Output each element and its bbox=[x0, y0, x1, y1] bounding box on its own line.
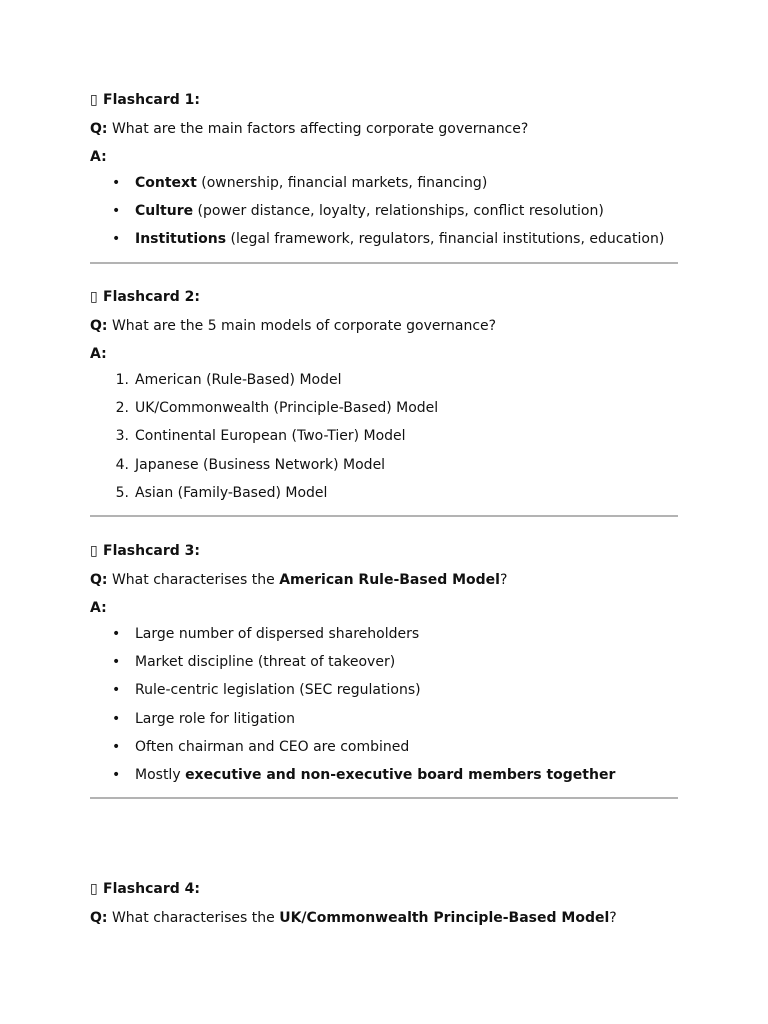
question-end: ? bbox=[499, 572, 508, 588]
bullet-icon: • bbox=[112, 738, 121, 755]
question-text: What are the 5 main models of corporate governance? bbox=[111, 318, 497, 334]
item-text: Large role for litigation bbox=[135, 710, 295, 727]
list-item bbox=[90, 652, 678, 672]
flashcard-title-text: Flashcard 2: bbox=[103, 289, 200, 305]
bullet-icon: • bbox=[112, 231, 121, 248]
flashcard-title bbox=[90, 878, 678, 900]
card-icon: ▯ bbox=[90, 881, 98, 897]
item-text: Japanese (Business Network) Model bbox=[135, 456, 386, 473]
list-item bbox=[90, 229, 678, 249]
list-item bbox=[90, 398, 678, 418]
card-icon: ▯ bbox=[90, 92, 98, 108]
list-item bbox=[90, 483, 678, 503]
item-term: Context bbox=[135, 175, 197, 191]
list-item bbox=[90, 426, 678, 446]
item-text: Market discipline (threat of takeover) bbox=[135, 654, 396, 671]
question-text: What are the main factors affecting corporate governance? bbox=[111, 121, 529, 137]
item-number: 2. bbox=[115, 400, 129, 417]
question bbox=[90, 570, 678, 590]
flashcard-2 bbox=[90, 286, 678, 511]
flashcard-4 bbox=[90, 878, 678, 928]
flashcard-title bbox=[90, 89, 678, 111]
item-text: Large number of dispersed shareholders bbox=[135, 626, 420, 642]
answer-label bbox=[90, 344, 678, 364]
item-text: Continental European (Two-Tier) Model bbox=[135, 428, 406, 445]
divider bbox=[90, 515, 678, 517]
bullet-icon: • bbox=[112, 766, 121, 783]
divider bbox=[90, 262, 678, 264]
list-item bbox=[90, 680, 678, 700]
answer-label-text: A: bbox=[90, 600, 107, 616]
question-text: What characterises the bbox=[111, 910, 280, 926]
card-icon: ▯ bbox=[90, 543, 98, 559]
item-term: Culture bbox=[135, 203, 194, 220]
list-item bbox=[90, 737, 678, 757]
item-text: Often chairman and CEO are combined bbox=[135, 738, 410, 755]
item-term: Institutions bbox=[135, 231, 227, 248]
question-label: Q: bbox=[90, 318, 108, 334]
bullet-icon: • bbox=[112, 626, 121, 642]
question-end: ? bbox=[609, 910, 617, 926]
item-emphasis: executive and non-executive board members together bbox=[185, 766, 616, 783]
question bbox=[90, 119, 678, 139]
bullet-icon: • bbox=[112, 710, 121, 727]
answer-label-text: A: bbox=[90, 346, 107, 362]
question bbox=[90, 316, 678, 336]
question bbox=[90, 908, 678, 928]
divider bbox=[90, 797, 678, 799]
flashcard-3 bbox=[90, 540, 678, 793]
card-icon: ▯ bbox=[90, 289, 98, 305]
list-item bbox=[90, 709, 678, 729]
answer-list bbox=[90, 370, 678, 503]
item-text: UK/Commonwealth (Principle-Based) Model bbox=[135, 400, 439, 417]
answer-list bbox=[90, 624, 678, 785]
answer-list bbox=[90, 173, 678, 249]
answer-label bbox=[90, 598, 678, 618]
flashcard-title bbox=[90, 286, 678, 308]
item-number: 5. bbox=[115, 484, 129, 501]
bullet-icon: • bbox=[112, 682, 121, 699]
item-detail: (power distance, loyalty, relationships, conflict resolution) bbox=[193, 203, 604, 220]
item-number: 1. bbox=[115, 372, 129, 388]
answer-label-text: A: bbox=[90, 149, 107, 165]
question-emphasis: UK/Commonwealth Principle-Based Model bbox=[279, 910, 610, 926]
list-item bbox=[90, 765, 678, 785]
answer-label bbox=[90, 147, 678, 167]
flashcard-title-text: Flashcard 3: bbox=[103, 543, 200, 559]
list-item bbox=[90, 201, 678, 221]
flashcard-1 bbox=[90, 89, 678, 258]
item-text: Mostly bbox=[135, 766, 186, 783]
bullet-icon: • bbox=[112, 654, 121, 671]
flashcard-title bbox=[90, 540, 678, 562]
list-item bbox=[90, 624, 678, 644]
question-text: What characterises the bbox=[111, 572, 280, 588]
list-item bbox=[90, 173, 678, 193]
question-label: Q: bbox=[90, 910, 108, 926]
bullet-icon: • bbox=[112, 203, 121, 220]
question-label: Q: bbox=[90, 121, 108, 137]
item-number: 3. bbox=[115, 428, 129, 445]
question-label: Q: bbox=[90, 572, 108, 588]
list-item bbox=[90, 370, 678, 390]
list-item bbox=[90, 455, 678, 475]
item-number: 4. bbox=[115, 456, 129, 473]
bullet-icon: • bbox=[112, 175, 121, 191]
flashcard-title-text: Flashcard 4: bbox=[103, 881, 200, 897]
item-text: American (Rule-Based) Model bbox=[135, 372, 342, 388]
flashcard-title-text: Flashcard 1: bbox=[103, 92, 200, 108]
question-emphasis: American Rule-Based Model bbox=[279, 572, 500, 588]
item-text: Asian (Family-Based) Model bbox=[135, 484, 328, 501]
item-detail: (ownership, financial markets, financing) bbox=[196, 175, 488, 191]
item-text: Rule-centric legislation (SEC regulations) bbox=[135, 682, 421, 699]
item-detail: (legal framework, regulators, financial institutions, education) bbox=[226, 231, 665, 248]
